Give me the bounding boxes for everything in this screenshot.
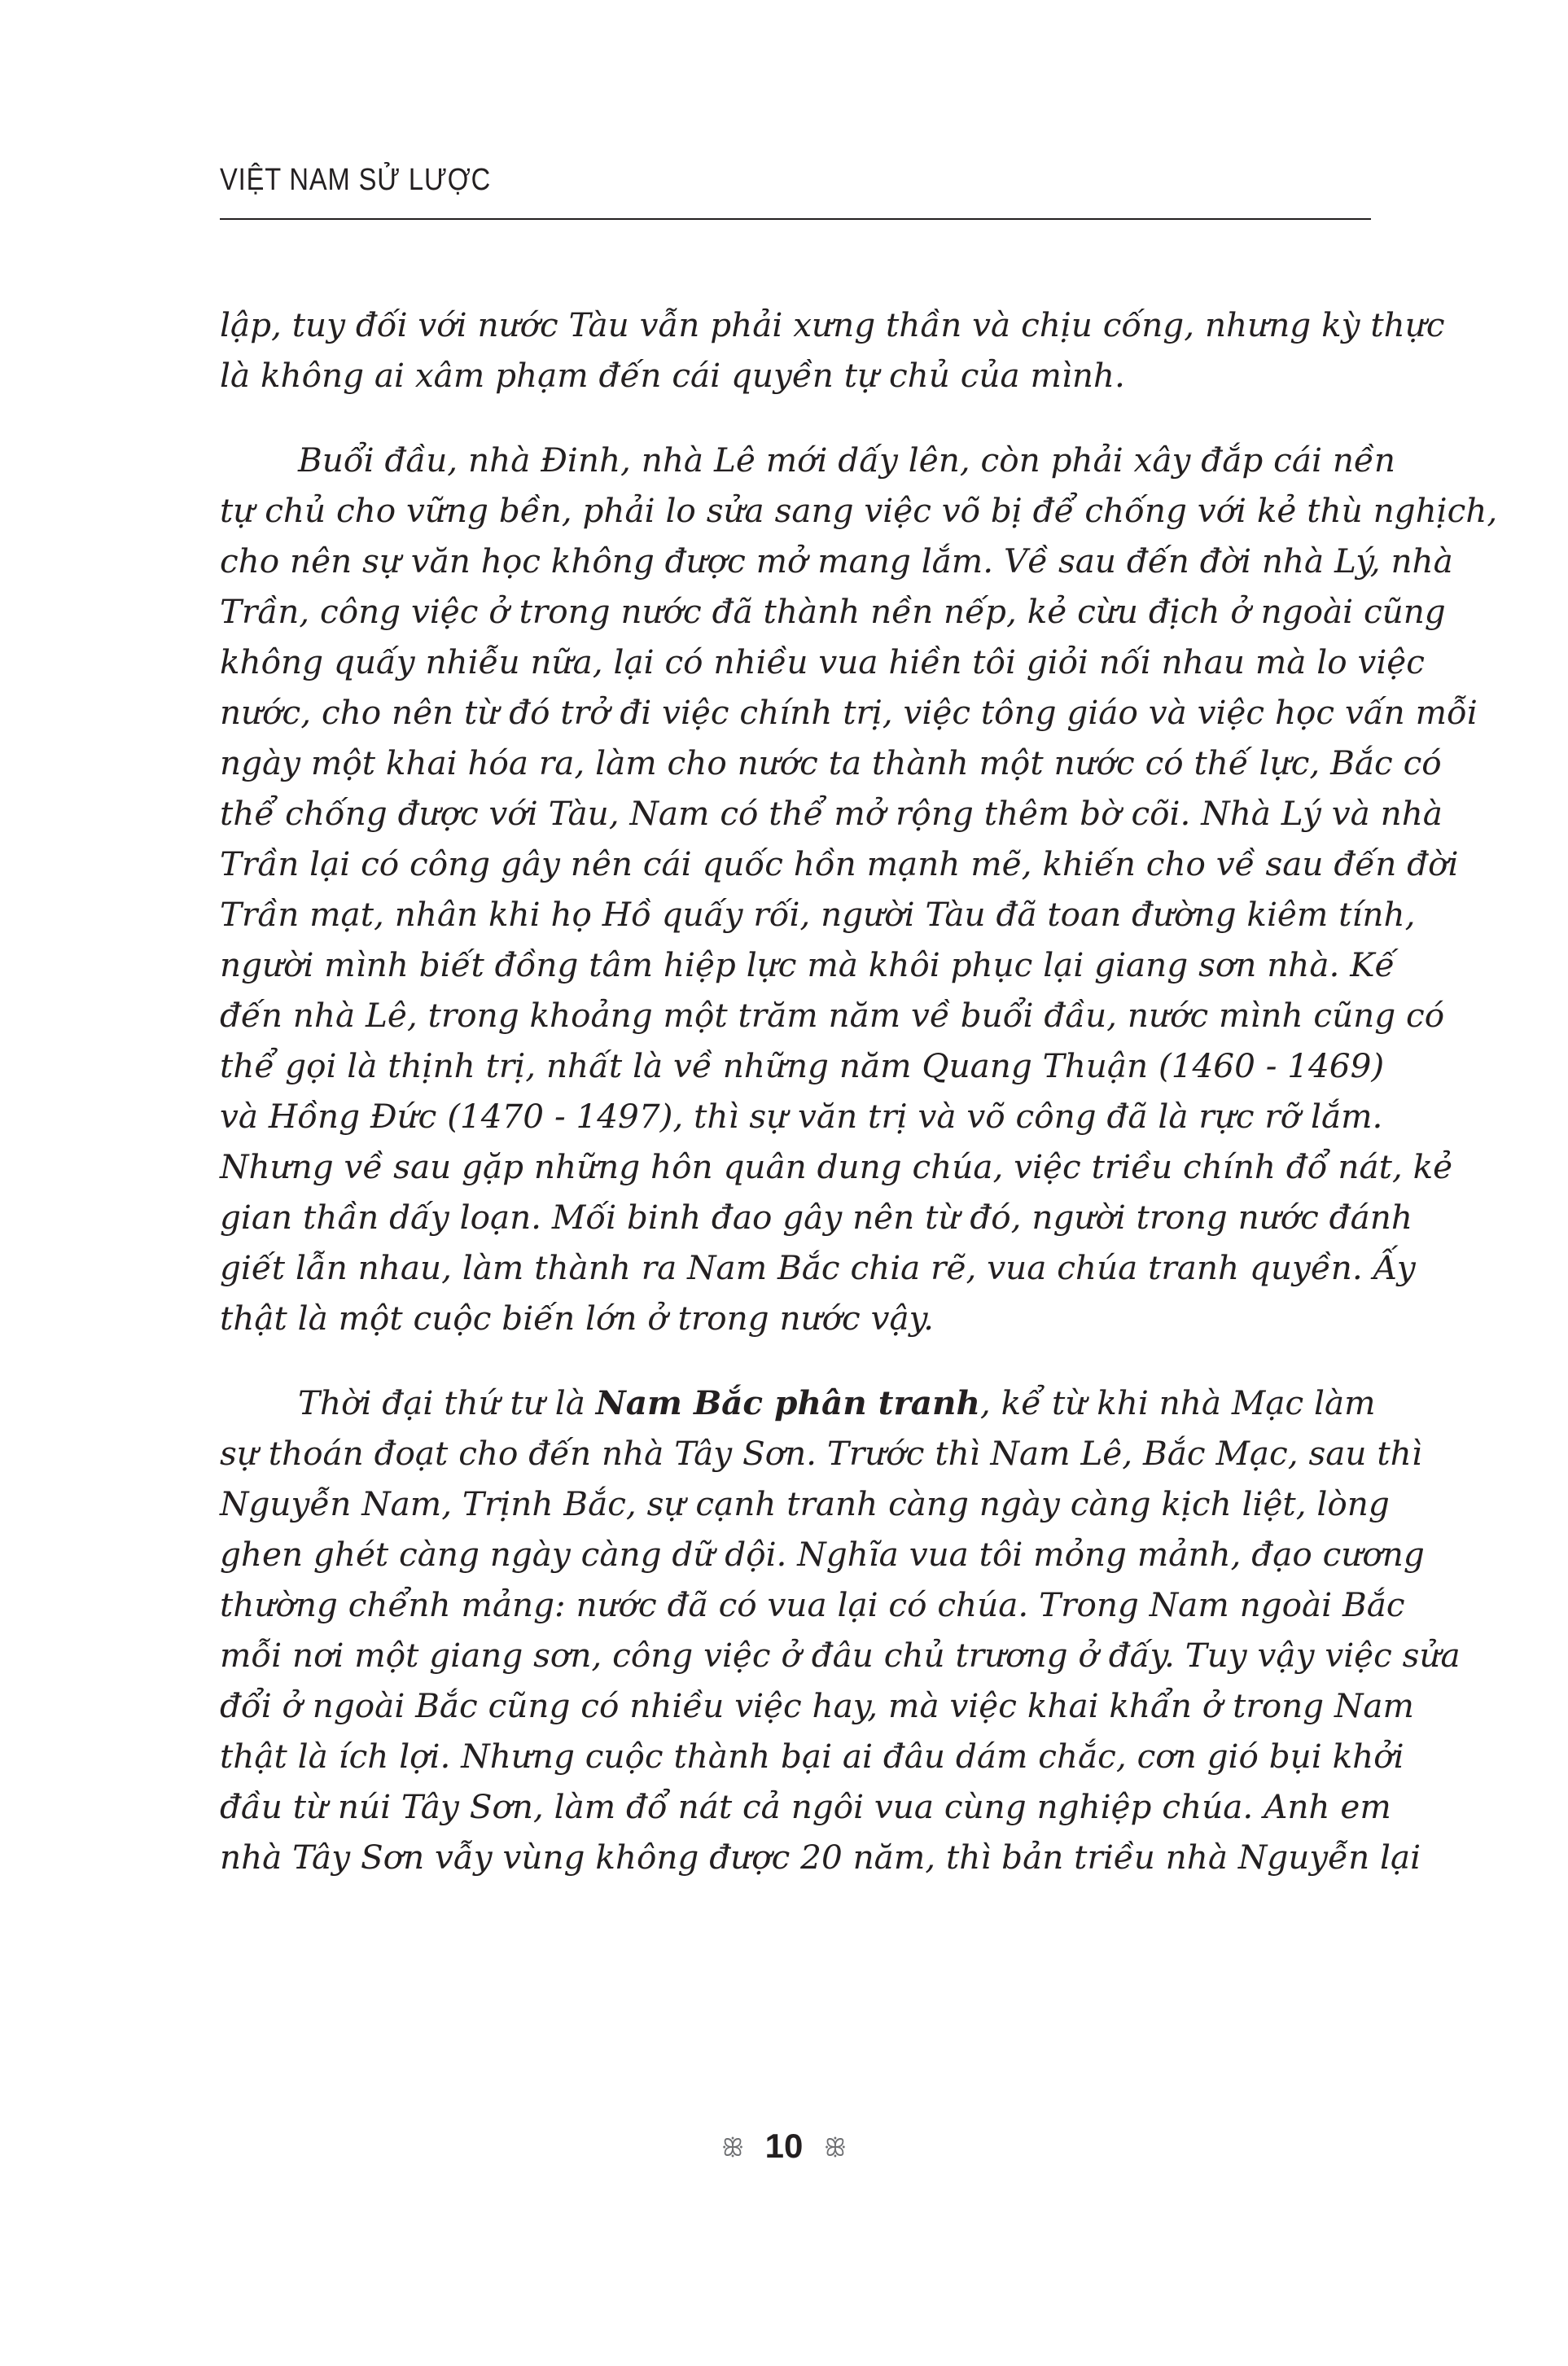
- page-number: 10: [764, 2127, 804, 2165]
- text-line: thể chống được với Tàu, Nam có thể mở rộng thêm bờ cõi. Nhà Lý và nhà: [220, 794, 1443, 833]
- text-line: không quấy nhiễu nữa, lại có nhiều vua hiền tôi giỏi nối nhau mà lo việc: [220, 642, 1425, 681]
- paragraph-1: [220, 300, 1445, 401]
- text-line: thường chểnh mảng: nước đã có vua lại có chúa. Trong Nam ngoài Bắc: [220, 1585, 1405, 1624]
- text-line: cho nên sự văn học không được mở mang lắm. Về sau đến đời nhà Lý, nhà: [220, 541, 1453, 581]
- paragraph-2: [220, 435, 1498, 1343]
- text-line: ngày một khai hóa ra, làm cho nước ta thành một nước có thế lực, Bắc có: [220, 743, 1442, 782]
- text-run: Thời đại thứ tư là: [298, 1383, 596, 1422]
- text-run: , kể từ khi nhà Mạc làm: [979, 1383, 1376, 1422]
- text-line: thật là một cuộc biến lớn ở trong nước vậy.: [220, 1299, 934, 1338]
- text-line: thật là ích lợi. Nhưng cuộc thành bại ai đâu dám chắc, cơn gió bụi khởi: [220, 1737, 1404, 1776]
- text-line: nước, cho nên từ đó trở đi việc chính trị, việc tông giáo và việc học vấn mỗi: [220, 693, 1478, 732]
- text-line: sự thoán đoạt cho đến nhà Tây Sơn. Trước thì Nam Lê, Bắc Mạc, sau thì: [220, 1434, 1422, 1473]
- body-text: [220, 300, 1498, 1882]
- text-line: mỗi nơi một giang sơn, công việc ở đâu chủ trương ở đấy. Tuy vậy việc sửa: [220, 1636, 1461, 1675]
- text-line: [220, 1378, 1376, 1428]
- text-line: người mình biết đồng tâm hiệp lực mà khôi phục lại giang sơn nhà. Kế: [220, 945, 1395, 984]
- text-line: lập, tuy đối với nước Tàu vẫn phải xưng thần và chịu cống, nhưng kỳ thực: [220, 305, 1445, 344]
- text-line: Nhưng về sau gặp những hôn quân dung chúa, việc triều chính đổ nát, kẻ: [220, 1147, 1453, 1186]
- text-line: giết lẫn nhau, làm thành ra Nam Bắc chia rẽ, vua chúa tranh quyền. Ấy: [220, 1248, 1416, 1287]
- text-line: đổi ở ngoài Bắc cũng có nhiều việc hay, mà việc khai khẩn ở trong Nam: [220, 1686, 1414, 1725]
- right-flourish-icon: ꕥ: [824, 2134, 847, 2162]
- text-line: là không ai xâm phạm đến cái quyền tự chủ của mình.: [220, 356, 1125, 395]
- text-line: Trần, công việc ở trong nước đã thành nền nếp, kẻ cừu địch ở ngoài cũng: [220, 592, 1446, 631]
- bold-term: Nam Bắc phân tranh: [595, 1383, 980, 1422]
- text-line: Trần mạt, nhân khi họ Hồ quấy rối, người Tàu đã toan đường kiêm tính,: [220, 895, 1416, 934]
- text-line: Trần lại có công gây nên cái quốc hồn mạnh mẽ, khiến cho về sau đến đời: [220, 844, 1459, 883]
- text-line: Nguyễn Nam, Trịnh Bắc, sự cạnh tranh càng ngày càng kịch liệt, lòng: [220, 1484, 1390, 1523]
- text-line: Buổi đầu, nhà Đinh, nhà Lê mới dấy lên, còn phải xây đắp cái nền: [298, 440, 1395, 480]
- text-line: tự chủ cho vững bền, phải lo sửa sang việc võ bị để chống với kẻ thù nghịch,: [220, 491, 1498, 530]
- left-flourish-icon: ꕥ: [721, 2134, 744, 2162]
- paragraph-3: [220, 1378, 1461, 1882]
- text-line: đầu từ núi Tây Sơn, làm đổ nát cả ngôi vua cùng nghiệp chúa. Anh em: [220, 1787, 1391, 1826]
- running-header-title: VIỆT NAM SỬ LƯỢC: [220, 163, 492, 197]
- text-line: gian thần dấy loạn. Mối binh đao gây nên từ đó, người trong nước đánh: [220, 1198, 1413, 1237]
- text-line: đến nhà Lê, trong khoảng một trăm năm về buổi đầu, nước mình cũng có: [220, 996, 1445, 1035]
- text-line: nhà Tây Sơn vẫy vùng không được 20 năm, thì bản triều nhà Nguyễn lại: [220, 1838, 1421, 1877]
- text-line: ghen ghét càng ngày càng dữ dội. Nghĩa vua tôi mỏng mảnh, đạo cương: [220, 1535, 1425, 1574]
- text-line: và Hồng Đức (1470 - 1497), thì sự văn trị và võ công đã là rực rỡ lắm.: [220, 1097, 1383, 1136]
- page-footer: [0, 2127, 1568, 2166]
- text-line: thể gọi là thịnh trị, nhất là về những năm Quang Thuận (1460 - 1469): [220, 1046, 1385, 1085]
- header-rule: [220, 218, 1371, 220]
